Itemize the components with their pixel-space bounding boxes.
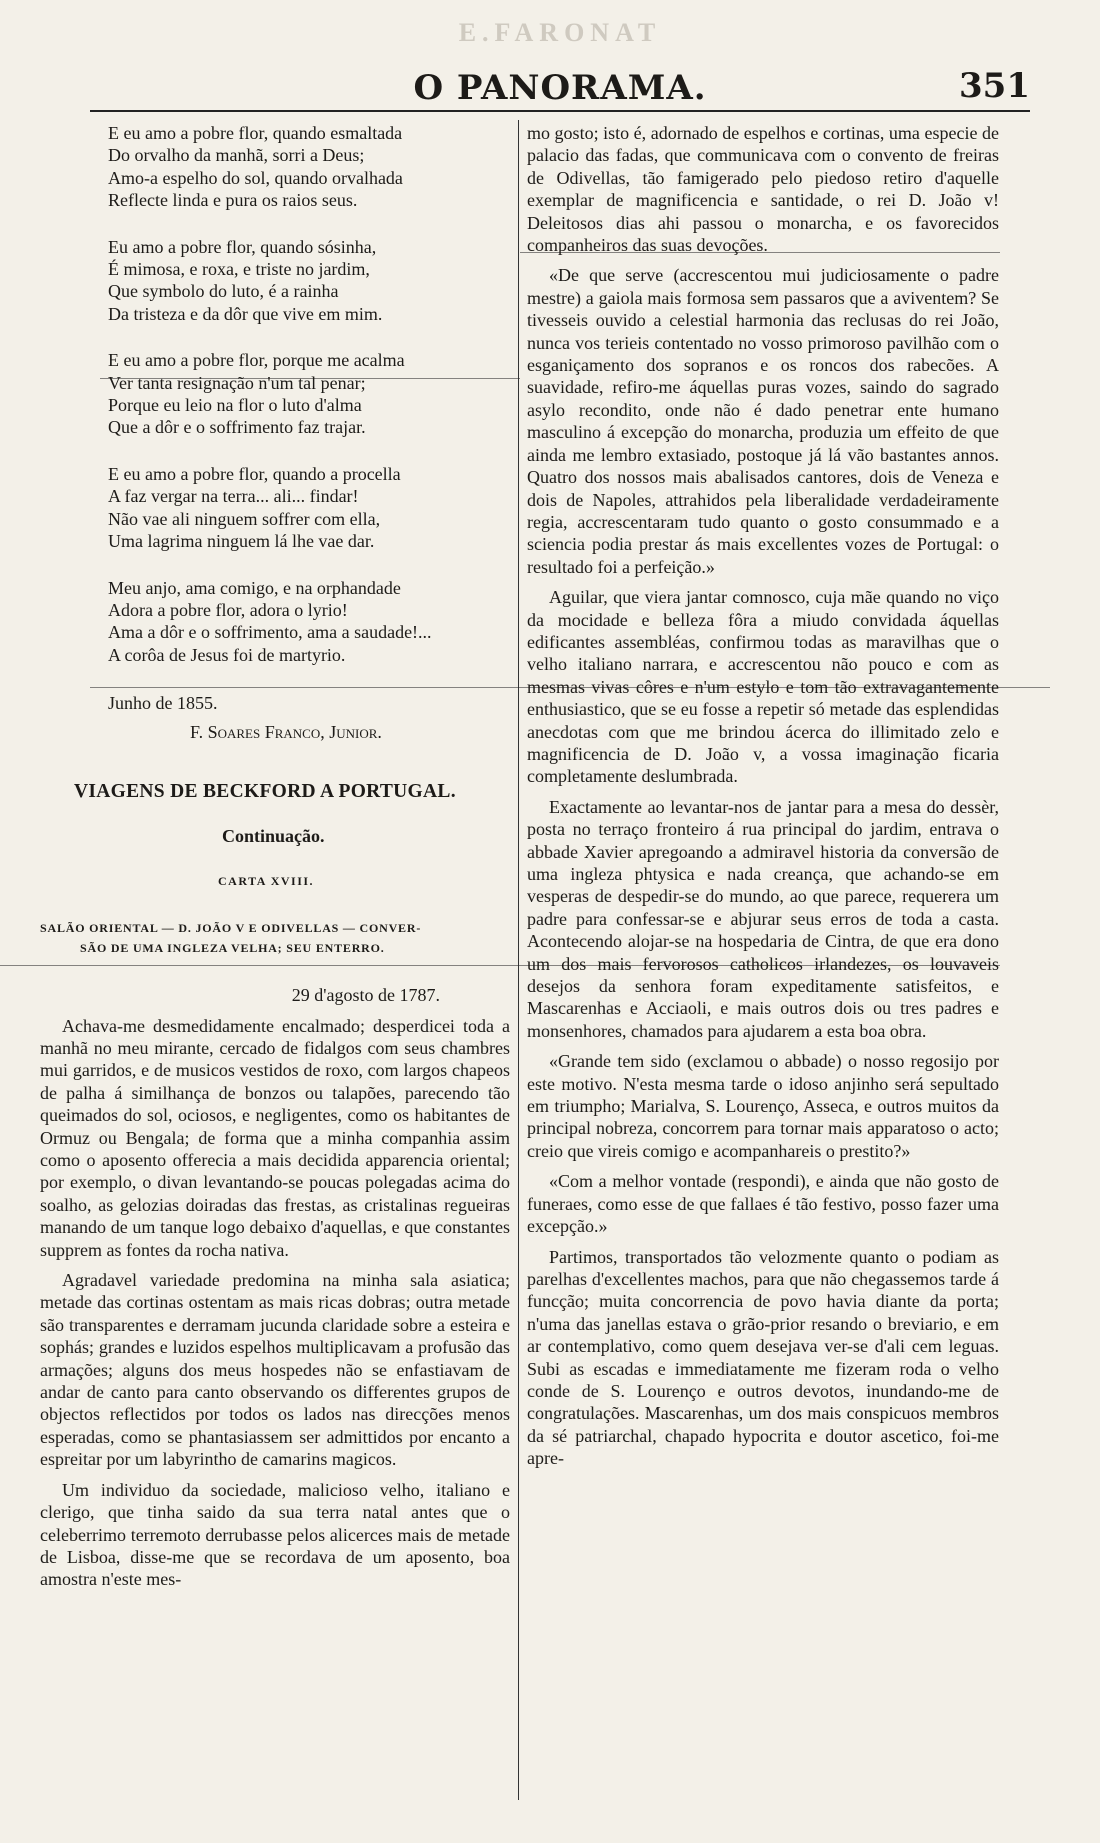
poem-line: Ver tanta resignação n'um tal penar; bbox=[108, 372, 366, 393]
poem-line: A faz vergar na terra... ali... findar! bbox=[108, 486, 359, 507]
poem-line: Eu amo a pobre flor, quando sósinha, bbox=[108, 236, 377, 257]
poem-line: Que a dôr e o soffrimento faz trajar. bbox=[108, 417, 366, 438]
body-paragraph: Um individuo da sociedade, malicioso velho, italiano e clerigo, que tinha saido da sua terra natal antes que o celeberrimo terremoto derrubasse pelos alicerces mais de metade de Lisboa, disse-me que se recordava de um aposento, boa amostra n'este mes- bbox=[40, 1479, 510, 1590]
right-column bbox=[527, 122, 999, 1470]
poem-line: Meu anjo, ama comigo, e na orphandade bbox=[108, 577, 401, 598]
poem-line: Não vae ali ninguem soffrer com ella, bbox=[108, 508, 381, 529]
poem-stanza bbox=[108, 349, 510, 439]
column-rule bbox=[518, 120, 519, 1800]
letter-date: 29 d'agosto de 1787. bbox=[291, 985, 440, 1006]
article-subtitle: Continuação. bbox=[222, 826, 325, 847]
poem-line: Da tristeza e da dôr que vive em mim. bbox=[108, 303, 383, 324]
body-paragraph: «Grande tem sido (exclamou o abbade) o nosso regosijo por este motivo. N'esta mesma tarde o idoso anjinho será sepultado em triumpho; Marialva, S. Lourenço, Asseca, e outros muitos da principal nobreza, concorrem para tornar mais apparatoso o acto; creio que vireis comigo e acompanhareis o prestito?» bbox=[527, 1051, 999, 1161]
poem-line: Uma lagrima ninguem lá lhe vae dar. bbox=[108, 531, 375, 552]
poem bbox=[40, 122, 510, 666]
body-paragraph: «De que serve (accrescentou mui judiciosamente o padre mestre) a gaiola mais formosa sem passaros que a aviventem? Se tivesseis ouvido a celestial harmonia das reclusas do rei João, nunca vos terieis contentado no vosso primoroso pavilhão com o esganiçamento dos sopranos e os roncos dos rabecões. A suavidade, refiro-me áquellas puras vozes, saindo do sagrado asylo recondito, onde não é dado penetrar ente humano masculino á excepção do monarcha, produzia um effeito de que ainda me lembro extasiado, postoque já lá vão bastantes annos. Quatro dos nossos mais abalisados cantores, dois de Veneza e dois de Napoles, attrahidos pela liberalidade verdadeiramente regia, accrescentaram tudo quanto o gosto consummado e a sciencia podia prestar ás mais excellentes vozes de Portugal: o resultado foi a perfeição.» bbox=[527, 265, 999, 577]
page-header bbox=[90, 18, 1030, 112]
body-paragraph: Agradavel variedade predomina na minha sala asiatica; metade das cortinas ostentam as mais ricas dobras; outra metade são transparentes e derramam jucunda claridade sobre a esteira e sophás; grandes e luzidos espelhos multiplicavam a profusão das armações; alguns dos meus hospedes não se enfastiavam de andar de canto para canto observando os differentes grupos de objectos reflectidos por todos os lados nas direcções menos esperadas, como se phantasiassem ser admittidos por encanto a espreitar por um labyrintho de camarins magicos. bbox=[40, 1270, 510, 1470]
article-summary bbox=[40, 918, 510, 958]
summary-line: SALÃO ORIENTAL — D. JOÃO V E ODIVELLAS — CONVER- bbox=[40, 921, 422, 936]
poem-line: Adora a pobre flor, adora o lyrio! bbox=[108, 599, 348, 620]
article-title: VIAGENS DE BECKFORD A PORTUGAL. bbox=[74, 780, 456, 802]
poem-line: Que symbolo do luto, é a rainha bbox=[108, 281, 339, 302]
poem-line: Ama a dôr e o soffrimento, ama a saudade!... bbox=[108, 622, 432, 643]
poem-signature: F. Soares Franco, Junior. bbox=[190, 721, 382, 742]
poem-line: Reflecte linda e pura os raios seus. bbox=[108, 190, 358, 211]
poem-line: A corôa de Jesus foi de martyrio. bbox=[108, 644, 346, 665]
poem-stanza bbox=[108, 236, 510, 326]
body-paragraph: «Com a melhor vontade (respondi), e ainda que não gosto de funeraes, como esse de que fallaes é tão festivo, posso fazer uma excepção.» bbox=[527, 1171, 999, 1237]
bleed-through-text: E.FARONAT bbox=[458, 18, 662, 47]
poem-line: E eu amo a pobre flor, porque me acalma bbox=[108, 350, 405, 371]
poem-stanza bbox=[108, 463, 510, 553]
poem-stanza bbox=[108, 122, 510, 212]
summary-line: SÃO DE UMA INGLEZA VELHA; SEU ENTERRO. bbox=[80, 941, 385, 956]
poem-date: Junho de 1855. bbox=[108, 693, 218, 714]
poem-line: Porque eu leio na flor o luto d'alma bbox=[108, 395, 362, 416]
body-paragraph: Partimos, transportados tão velozmente quanto o podiam as parelhas d'excellentes machos, para que não chegassemos tarde á funcção; muita concorrencia de povo havia diante da porta; n'uma das janellas estava o grão-prior resando o breviario, e em ar contemplativo, como quem desejava ver-se d'ali cem leguas. Subi as escadas e immediatamente me fizeram roda o velho conde de S. Lourenço e outros devotos, inundando-me de congratulações. Mascarenhas, um dos mais conspicuos membros da sé patriarchal, chapado hypocrita e doutor ascetico, foi-me apre- bbox=[527, 1246, 999, 1469]
poem-line: Amo-a espelho do sol, quando orvalhada bbox=[108, 167, 403, 188]
poem-line: E eu amo a pobre flor, quando a procella bbox=[108, 463, 401, 484]
left-column bbox=[40, 122, 510, 1591]
page-number: 351 bbox=[959, 66, 1030, 106]
letter-heading: CARTA XVIII. bbox=[218, 873, 315, 888]
masthead-title: O PANORAMA. bbox=[413, 68, 707, 108]
poem-stanza bbox=[108, 577, 510, 667]
poem-line: E eu amo a pobre flor, quando esmaltada bbox=[108, 123, 403, 143]
body-paragraph: mo gosto; isto é, adornado de espelhos e cortinas, uma especie de palacio das fadas, que communicava com o convento de freiras de Odivellas, tão famigerado pelo piedoso retiro d'aquelle exemplar de magnificencia e santidade, o rei D. João v! Deleitosos dias ahi passou o monarcha, e os favorecidos companheiros das suas devoções. bbox=[527, 123, 999, 256]
body-paragraph: Exactamente ao levantar-nos de jantar para a mesa do dessèr, posta no terraço fronteiro á rua principal do jardim, entrava o abbade Xavier apregoando a admiravel historia da conversão de uma ingleza phtysica e nada creança, que achando-se em vesperas de despedir-se do mundo, ao que parece, requerera um padre para confessar-se e abjurar seus erros de toda a casta. Acontecendo alojar-se na hospedaria de Cintra, de que era dono um dos mais fervorosos catholicos irlandezes, os louvaveis desejos da senhora foram expeditamente satisfeitos, e Mascarenhas e Acciaoli, e mais outros dois ou tres padres e monsenhores, chamados para ajudarem a esta boa obra. bbox=[527, 796, 999, 1041]
poem-line: Do orvalho da manhã, sorri a Deus; bbox=[108, 145, 365, 166]
body-paragraph: Achava-me desmedidamente encalmado; desperdicei toda a manhã no meu mirante, cercado de fidalgos com seus chambres mui garridos, e de musicos vestidos de roxo, com largos chapeos de palha á similhança de bonzos ou talapões, parecendo tão queimados do sol, ociosos, e negligentes, como os habitantes de Ormuz ou Bengala; de forma que a minha companhia assim como o aposento offerecia a mais decidida apparencia oriental; por exemplo, o divan levantando-se poucas polegadas acima do soalho, as gelozias doiradas das frestas, as cristalinas regueiras manando de um tanque logo debaixo d'aquellas, e que constantes supprem as fontes da rocha nativa. bbox=[40, 1015, 510, 1260]
body-paragraph: Aguilar, que viera jantar comnosco, cuja mãe quando no viço da mocidade e belleza fôra a miudo convidada áquellas edificantes assembléas, confirmou todas as maravilhas que o velho italiano narrara, e accrescentou não pouco e com as mesmas vivas côres e n'um estylo e tom tão extravagantemente enthusiastico, que se eu fosse a repetir só metade das esplendidas anecdotas com que me brindou ácerca do illimitado zelo e magnificencia de D. João v, a vossa imaginação ficaria completamente deslumbrada. bbox=[527, 587, 999, 787]
poem-line: É mimosa, e roxa, e triste no jardim, bbox=[108, 259, 370, 280]
